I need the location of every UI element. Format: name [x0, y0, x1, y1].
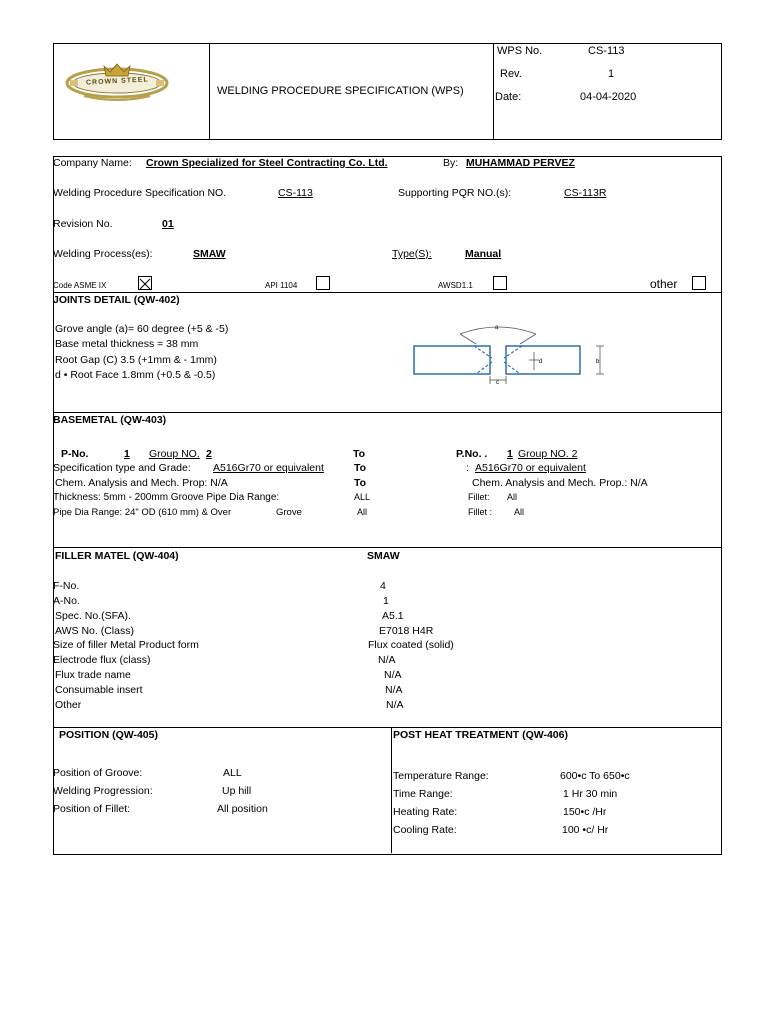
- document-title: WELDING PROCEDURE SPECIFICATION (WPS): [217, 85, 464, 97]
- to-2: To: [354, 462, 367, 474]
- spec2-prefix: :: [466, 462, 469, 474]
- code-asme-label: Code ASME IX: [53, 281, 107, 290]
- pqr-label: Supporting PQR NO.(s):: [398, 187, 512, 199]
- spec-value: A516Gr70 or equivalent: [213, 462, 324, 474]
- pwht-row-label: Heating Rate:: [393, 806, 458, 818]
- pwht-row-label: Temperature Range:: [393, 770, 489, 782]
- filler-row-label: AWS No. (Class): [55, 625, 134, 637]
- check-x-icon: [139, 278, 151, 290]
- filler-process: SMAW: [367, 550, 400, 562]
- divider-position: [53, 727, 721, 728]
- joints-title: JOINTS DETAIL (QW-402): [53, 294, 180, 306]
- divider-joints: [53, 292, 721, 293]
- pwht-title: POST HEAT TREATMENT (QW-406): [393, 729, 568, 741]
- filler-row-label: Size of filler Metal Product form: [53, 639, 199, 651]
- by-label: By:: [443, 157, 459, 169]
- header-divider-2: [493, 43, 494, 139]
- pno2-label: P.No. .: [456, 448, 488, 460]
- rev-label: Rev.: [500, 68, 522, 80]
- company-name-label: Company Name:: [53, 157, 132, 169]
- filler-row-value: N/A: [386, 699, 404, 711]
- group2-value: Group NO. 2: [518, 448, 578, 460]
- filler-row-value: 4: [380, 580, 386, 592]
- filler-row-value: E7018 H4R: [379, 625, 434, 637]
- pqr-value: CS-113R: [564, 187, 607, 199]
- process-label: Welding Process(es):: [53, 248, 153, 260]
- filler-row-label: Other: [55, 699, 82, 711]
- pwht-row-value: 150•c /Hr: [563, 806, 607, 818]
- pipe-fillet-label: Fillet :: [468, 507, 493, 517]
- divider-position-pwht: [391, 727, 392, 853]
- joints-line-1: Grove angle (a)= 60 degree (+5 & -5): [55, 323, 229, 335]
- diagram-label-b: b: [596, 359, 600, 365]
- joint-diagram: [410, 318, 610, 388]
- filler-row-label: A-No.: [53, 595, 80, 607]
- to-3: To: [354, 477, 367, 489]
- by-value: MUHAMMAD PERVEZ: [466, 157, 575, 169]
- position-title: POSITION (QW-405): [59, 729, 158, 741]
- joints-line-4: d • Root Face 1.8mm (+0.5 & -0.5): [55, 369, 216, 381]
- process-value: SMAW: [193, 248, 226, 260]
- diagram-label-a: a: [495, 325, 499, 331]
- joints-line-2: Base metal thickness = 38 mm: [55, 338, 199, 350]
- pwht-row-value: 600•c To 650•c: [560, 770, 630, 782]
- pipe-grove: Grove: [276, 507, 302, 518]
- wps-spec-label: Welding Procedure Specification NO.: [53, 187, 227, 199]
- code-other-checkbox[interactable]: [692, 276, 706, 290]
- position-row-value: Up hill: [222, 785, 252, 797]
- fillet-label: Fillet:: [468, 492, 490, 502]
- filler-row-label: F-No.: [53, 580, 80, 592]
- position-row-value: ALL: [223, 767, 242, 779]
- position-row-label: Position of Groove:: [53, 767, 143, 779]
- thickness-mid: ALL: [354, 492, 371, 502]
- position-row-label: Welding Progression:: [53, 785, 153, 797]
- chem-right: Chem. Analysis and Mech. Prop.: N/A: [472, 477, 648, 489]
- diagram-label-d: d: [539, 359, 543, 365]
- logo-text: CROWN STEEL: [85, 76, 149, 87]
- wps-no-value: CS-113: [588, 45, 625, 57]
- filler-row-value: N/A: [385, 684, 403, 696]
- filler-row-label: Flux trade name: [55, 669, 131, 681]
- basemetal-title: BASEMETAL (QW-403): [53, 414, 167, 426]
- filler-row-value: N/A: [378, 654, 396, 666]
- revision-value: 01: [162, 218, 174, 230]
- divider-filler: [53, 547, 721, 548]
- pwht-row-label: Time Range:: [393, 788, 453, 800]
- divider-basemetal: [53, 412, 721, 413]
- filler-row-value: Flux coated (solid): [368, 639, 454, 651]
- code-api-checkbox[interactable]: [316, 276, 330, 290]
- diagram-label-c: c: [496, 380, 499, 386]
- wps-no-label: WPS No.: [497, 45, 543, 57]
- pno2-value: 1: [507, 448, 513, 460]
- position-row-value: All position: [217, 803, 268, 815]
- pwht-row-value: 1 Hr 30 min: [563, 788, 618, 800]
- code-other-label: other: [650, 277, 678, 291]
- filler-row-value: 1: [383, 595, 389, 607]
- thickness-label: Thickness: 5mm - 200mm Groove Pipe Dia Range:: [53, 492, 280, 503]
- pwht-row-label: Cooling Rate:: [393, 824, 457, 836]
- chem-left: Chem. Analysis and Mech. Prop: N/A: [55, 477, 228, 489]
- code-aws-checkbox[interactable]: [493, 276, 507, 290]
- filler-row-value: N/A: [384, 669, 402, 681]
- group-value: 2: [206, 448, 212, 460]
- date-label: Date:: [495, 91, 522, 103]
- filler-row-label: Spec. No.(SFA).: [55, 610, 131, 622]
- revision-label: Revision No.: [53, 218, 113, 230]
- company-name-value: Crown Specialized for Steel Contracting Co. Ltd.: [146, 157, 388, 169]
- type-label: Type(S):: [392, 248, 432, 260]
- company-logo: [64, 58, 170, 108]
- to-1: To: [353, 448, 366, 460]
- pipe-label: Pipe Dia Range: 24" OD (610 mm) & Over: [53, 507, 232, 518]
- date-value: 04-04-2020: [580, 91, 637, 103]
- main-table: [53, 156, 722, 855]
- joints-line-3: Root Gap (C) 3.5 (+1mm & - 1mm): [55, 354, 217, 366]
- wps-spec-value: CS-113: [278, 187, 313, 199]
- code-asme-checkbox[interactable]: [138, 276, 152, 290]
- group-label: Group NO.: [149, 448, 200, 460]
- rev-value: 1: [608, 68, 615, 80]
- type-value: Manual: [465, 248, 502, 260]
- pno-label: P-No.: [61, 448, 89, 460]
- pno-value: 1: [124, 448, 130, 460]
- filler-row-label: Consumable insert: [55, 684, 143, 696]
- code-aws-label: AWSD1.1: [438, 281, 473, 290]
- code-api-label: API 1104: [265, 281, 298, 290]
- filler-row-label: Electrode flux (class): [53, 654, 151, 666]
- spec-label: Specification type and Grade:: [53, 462, 191, 474]
- position-row-label: Position of Fillet:: [53, 803, 131, 815]
- fillet-value: All: [507, 492, 518, 502]
- filler-title: FILLER MATEL (QW-404): [55, 550, 179, 562]
- pipe-mid: All: [357, 507, 368, 517]
- pipe-fillet-value: All: [514, 507, 525, 517]
- pwht-row-value: 100 •c/ Hr: [562, 824, 609, 836]
- filler-row-value: A5.1: [382, 610, 404, 622]
- header-divider-1: [209, 43, 210, 139]
- spec2-value: A516Gr70 or equivalent: [475, 462, 586, 474]
